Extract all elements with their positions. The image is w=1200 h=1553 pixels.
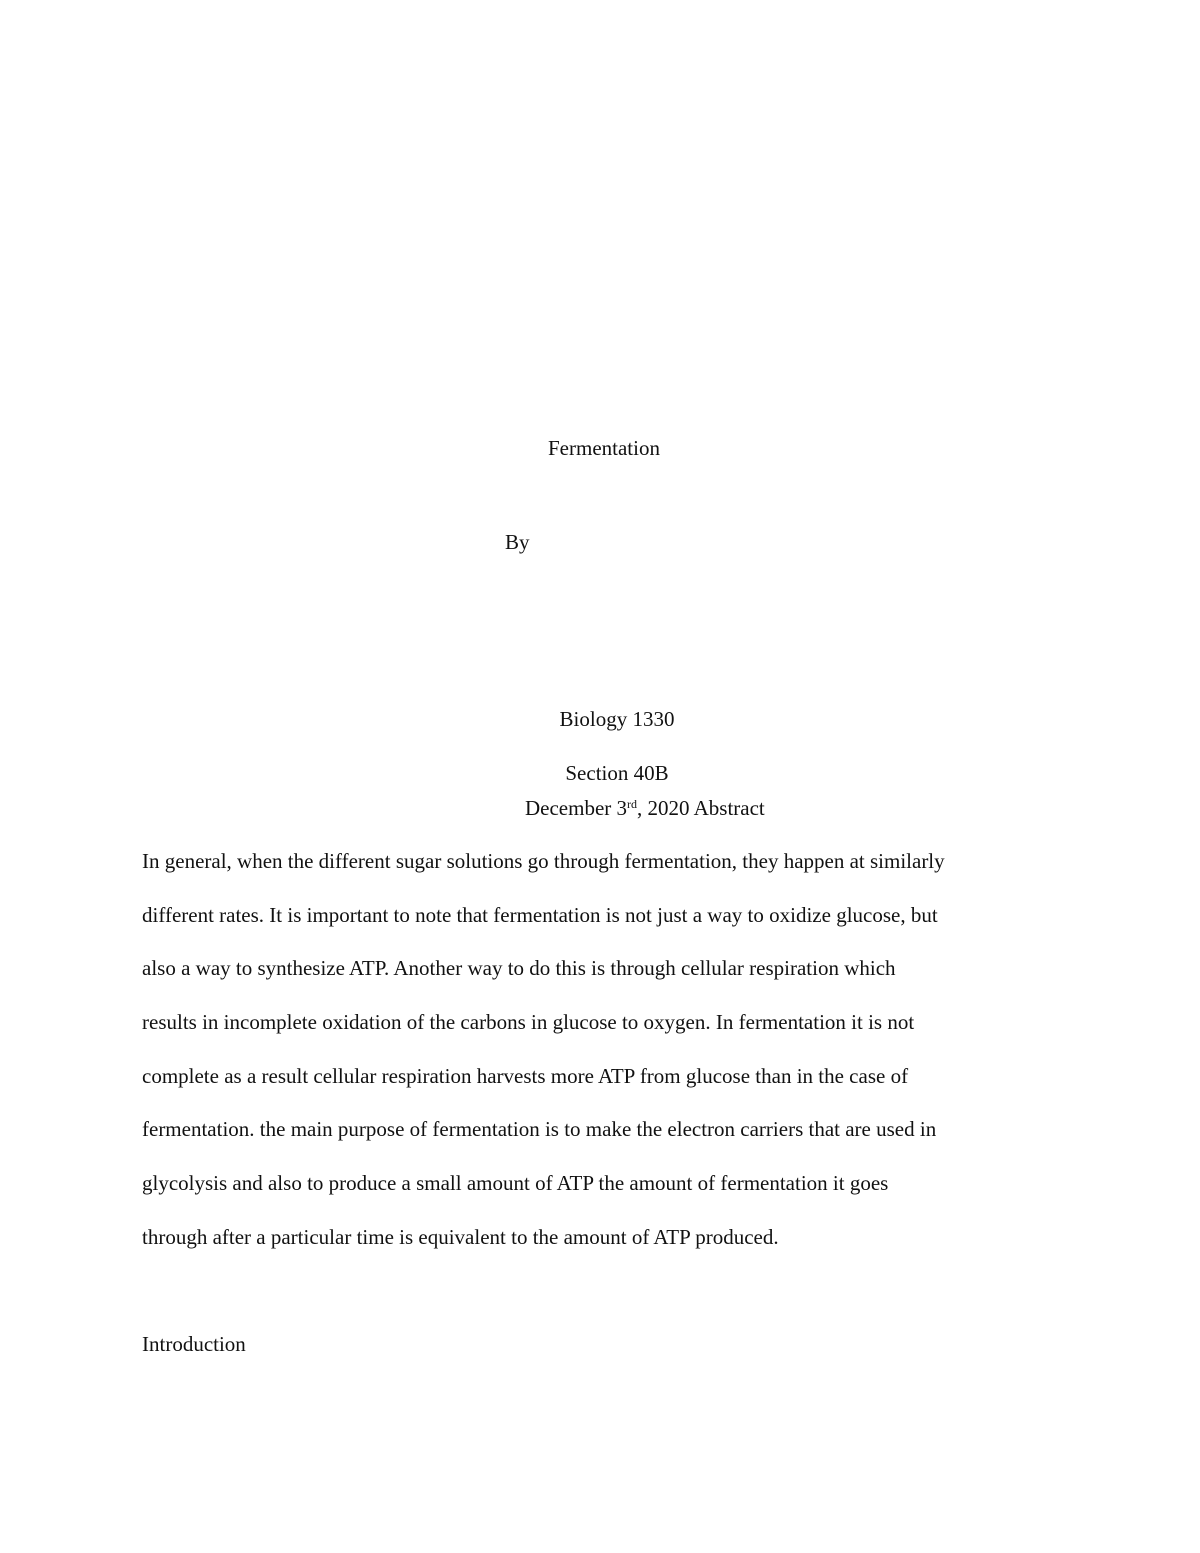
abstract-line: different rates. It is important to note that fermentation is not just a way to oxidize glucose, but xyxy=(142,902,938,927)
date-month-day: December 3 xyxy=(525,796,628,820)
date-and-abstract-heading xyxy=(525,798,765,819)
abstract-paragraph xyxy=(142,851,1052,1281)
abstract-line: glycolysis and also to produce a small amount of ATP the amount of fermentation it goes xyxy=(142,1171,889,1196)
date-year: , 2020 xyxy=(637,796,690,820)
abstract-line: results in incomplete oxidation of the carbons in glucose to oxygen. In fermentation it is not xyxy=(142,1010,915,1035)
document-title: Fermentation xyxy=(548,436,660,460)
author-by-label: By xyxy=(505,530,530,554)
date-ordinal-suffix: rd xyxy=(627,797,638,811)
abstract-line: fermentation. the main purpose of fermentation is to make the electron carriers that are used in xyxy=(142,1117,937,1142)
course-name: Biology 1330 xyxy=(559,707,675,731)
abstract-heading: Abstract xyxy=(693,796,765,820)
course-section: Section 40B xyxy=(565,761,669,785)
abstract-line: In general, when the different sugar solutions go through fermentation, they happen at similarly xyxy=(142,849,945,873)
abstract-line: through after a particular time is equivalent to the amount of ATP produced. xyxy=(142,1224,779,1249)
abstract-line: complete as a result cellular respiration harvests more ATP from glucose than in the case of xyxy=(142,1063,909,1088)
introduction-heading: Introduction xyxy=(142,1332,246,1356)
abstract-line: also a way to synthesize ATP. Another way to do this is through cellular respiration which xyxy=(142,956,896,981)
